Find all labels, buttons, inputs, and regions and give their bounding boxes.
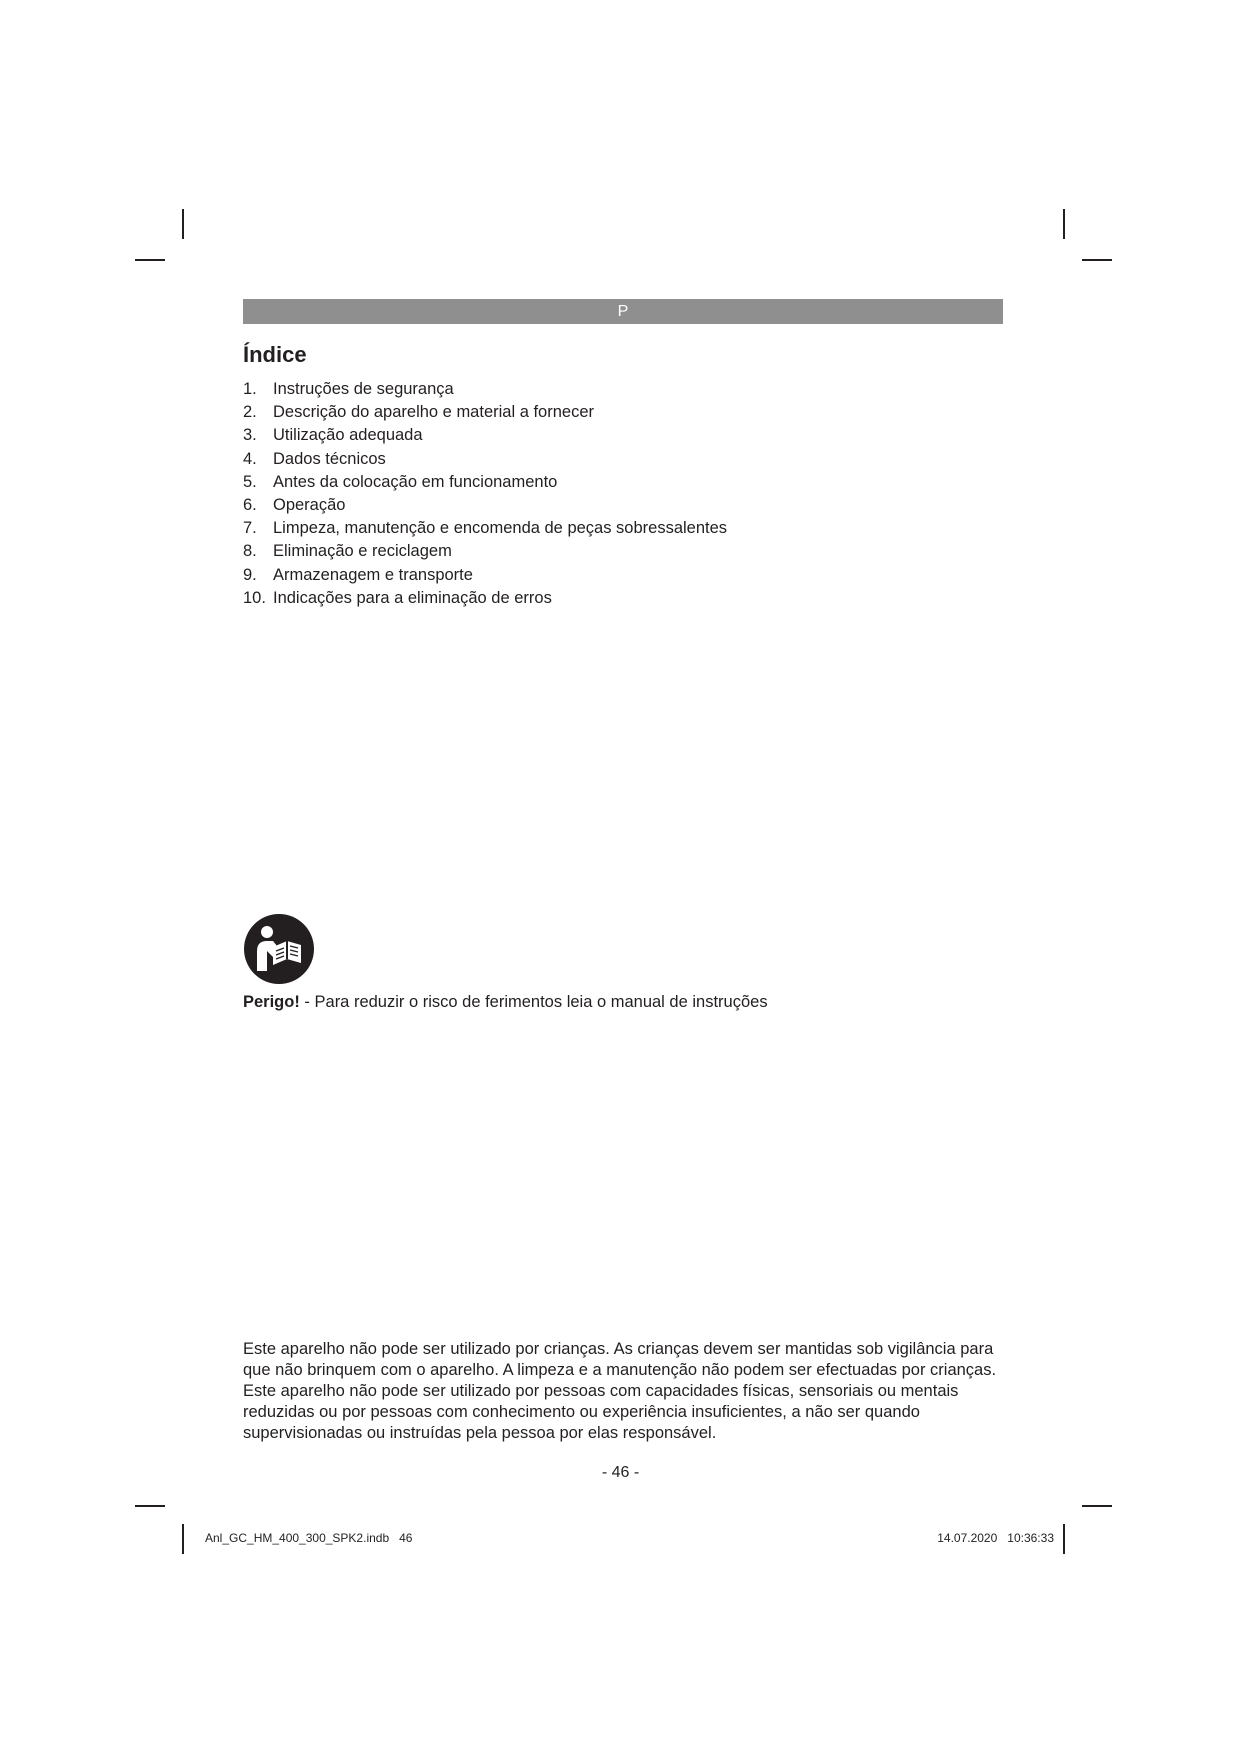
danger-warning: [243, 991, 768, 1013]
toc-item-number: 1.: [243, 380, 257, 398]
toc-item-number: 7.: [243, 519, 257, 538]
toc-item-label: Dados técnicos: [273, 449, 386, 468]
toc-list: [243, 378, 727, 610]
crop-mark-top-left-horizontal: [135, 259, 165, 261]
toc-item: [243, 587, 727, 610]
toc-item-number: 5.: [243, 472, 257, 491]
toc-item-label: Limpeza, manutenção e encomenda de peças sobressalentes: [273, 519, 728, 538]
language-header-bar: [243, 299, 1003, 324]
crop-mark-bottom-left-vertical: [182, 1524, 184, 1554]
toc-item-number: 3.: [243, 426, 257, 445]
toc-item-label: Indicações para a eliminação de erros: [273, 588, 552, 607]
toc-item-label: Utilização adequada: [273, 426, 423, 445]
child-safety-paragraph: Este aparelho não pode ser utilizado por crianças. As crianças devem ser mantidas sob vigilância para que não brinquem com o aparelho. A limpeza e a manutenção não podem ser efectuadas por crianças. Este aparelho não pode ser utilizado por pessoas com capacidades físicas, sensoriais ou mentais reduzidas ou por pessoas com conhecimento ou experiência insuficientes, a não ser quando supervisionadas ou instruídas pela pessoa por elas responsável.: [243, 1340, 997, 1442]
page-number: - 46 -: [601, 1464, 640, 1481]
crop-mark-top-right-vertical: [1063, 209, 1065, 239]
toc-item: [243, 517, 727, 540]
crop-mark-bottom-left-horizontal: [135, 1505, 165, 1507]
toc-item: [243, 540, 727, 563]
toc-title: Índice: [243, 342, 307, 367]
crop-mark-bottom-right-horizontal: [1082, 1505, 1112, 1507]
footer-file-info: Anl_GC_HM_400_300_SPK2.indb 46: [205, 1531, 413, 1545]
toc-item: [243, 564, 727, 587]
toc-item-number: 10.: [243, 588, 266, 607]
toc-item-label: Armazenagem e transporte: [273, 565, 473, 584]
toc-item-label: Antes da colocação em funcionamento: [273, 472, 558, 491]
toc-item-number: 2.: [243, 403, 257, 422]
toc-item-label: Eliminação e reciclagem: [273, 542, 452, 561]
toc-item-number: 6.: [243, 496, 257, 515]
toc-item: [243, 448, 727, 471]
toc-item-number: 9.: [243, 565, 257, 584]
toc-item: [243, 424, 727, 447]
language-code: P: [617, 303, 629, 320]
crop-mark-top-left-vertical: [182, 209, 184, 239]
toc-item: [243, 471, 727, 494]
footer-timestamp: 14.07.2020 10:36:33: [937, 1531, 1054, 1545]
crop-mark-bottom-right-vertical: [1063, 1524, 1065, 1554]
toc-item-label: Operação: [273, 496, 346, 515]
read-manual-icon: [243, 913, 315, 985]
toc-item: [243, 494, 727, 517]
toc-item-number: 8.: [243, 542, 257, 561]
toc-item-number: 4.: [243, 449, 257, 468]
danger-label: Perigo!: [243, 993, 300, 1011]
toc-item: [243, 378, 727, 401]
toc-item-label: Instruções de segurança: [273, 380, 454, 398]
crop-mark-top-right-horizontal: [1082, 259, 1112, 261]
toc-item-label: Descrição do aparelho e material a fornecer: [273, 403, 595, 422]
danger-text: - Para reduzir o risco de ferimentos leia o manual de instruções: [299, 993, 768, 1011]
toc-item: [243, 401, 727, 424]
